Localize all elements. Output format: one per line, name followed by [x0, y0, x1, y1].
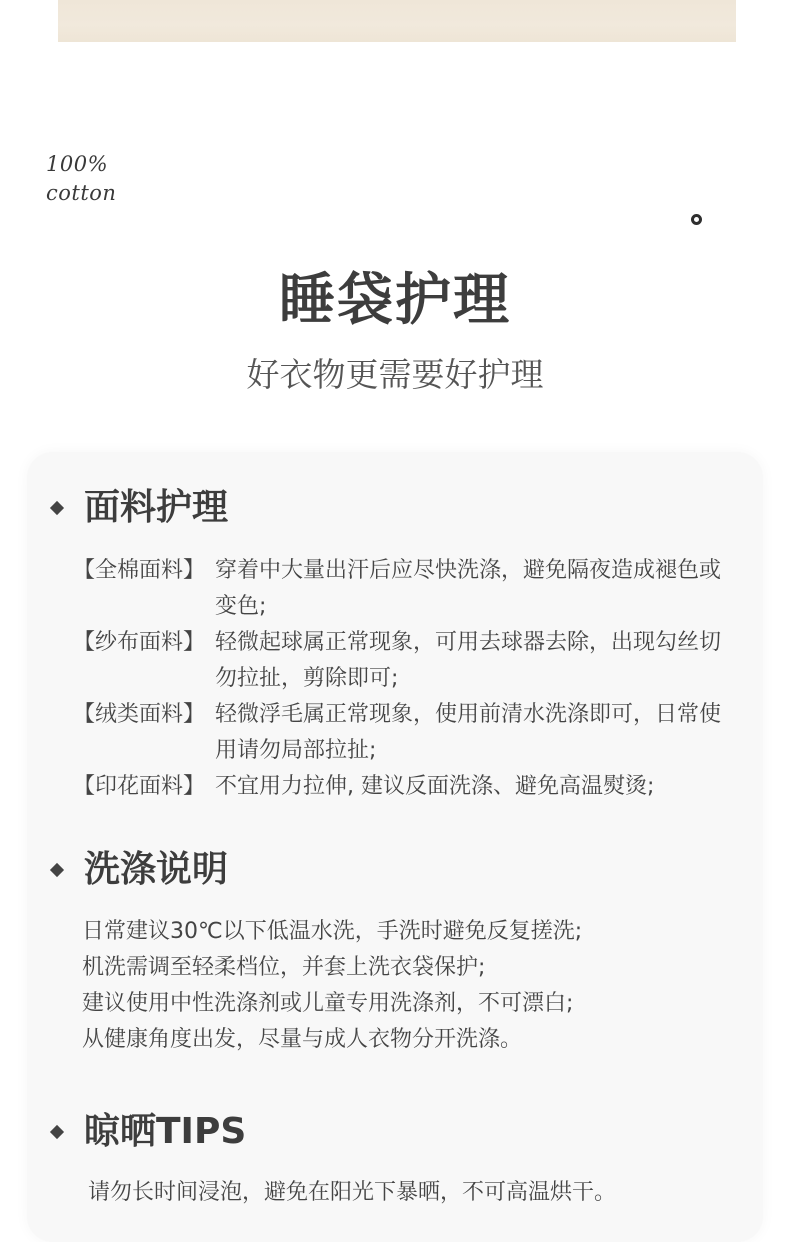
fabric-item-label: 【印花面料】	[73, 774, 206, 799]
fabric-item-fleece	[73, 697, 725, 769]
drying-heading	[52, 1110, 246, 1154]
washing-line: 从健康角度出发，尽量与成人衣物分开洗涤。	[82, 1027, 523, 1052]
fabric-care-heading	[52, 486, 228, 530]
diamond-bullet-icon	[50, 863, 64, 877]
page-title: 睡袋护理	[279, 268, 511, 333]
diamond-bullet-icon	[50, 501, 64, 515]
fabric-item-label: 【绒类面料】	[73, 702, 206, 727]
drying-title: 晾晒TIPS	[84, 1111, 247, 1152]
fabric-item-label: 【纱布面料】	[73, 630, 206, 655]
fabric-item-printed	[73, 769, 725, 805]
page-subtitle: 好衣物更需要好护理	[246, 355, 544, 394]
cotton-logo	[46, 150, 116, 208]
diamond-bullet-icon	[50, 1125, 64, 1139]
drying-text: 请勿长时间浸泡，避免在阳光下暴晒，不可高温烘干。	[88, 1180, 617, 1205]
product-photo-bottom-edge	[58, 0, 736, 42]
fabric-item-cotton	[73, 553, 725, 625]
fabric-care-title: 面料护理	[84, 487, 229, 528]
logo-line-1: 100%	[46, 152, 109, 176]
fabric-item-gauze	[73, 625, 725, 697]
washing-line: 机洗需调至轻柔档位，并套上洗衣袋保护;	[82, 955, 486, 980]
washing-instructions	[82, 914, 732, 1058]
fabric-item-text: 不宜用力拉伸, 建议反面洗涤、避免高温熨烫;	[215, 774, 655, 799]
fabric-item-text: 穿着中大量出汗后应尽快洗涤，避免隔夜造成褪色或变色;	[215, 558, 722, 619]
logo-line-2: cotton	[46, 181, 117, 205]
washing-line: 日常建议30℃以下低温水洗，手洗时避免反复搓洗;	[82, 919, 583, 944]
fabric-item-text: 轻微浮毛属正常现象，使用前清水洗涤即可，日常使用请勿局部拉扯;	[215, 702, 722, 763]
fabric-item-text: 轻微起球属正常现象，可用去球器去除，出现勾丝切勿拉扯，剪除即可;	[215, 630, 722, 691]
fabric-item-label: 【全棉面料】	[73, 558, 206, 583]
washing-title: 洗涤说明	[84, 849, 229, 890]
washing-heading	[52, 848, 228, 892]
circle-decoration-icon	[691, 214, 702, 225]
washing-line: 建议使用中性洗涤剂或儿童专用洗涤剂，不可漂白;	[82, 991, 574, 1016]
